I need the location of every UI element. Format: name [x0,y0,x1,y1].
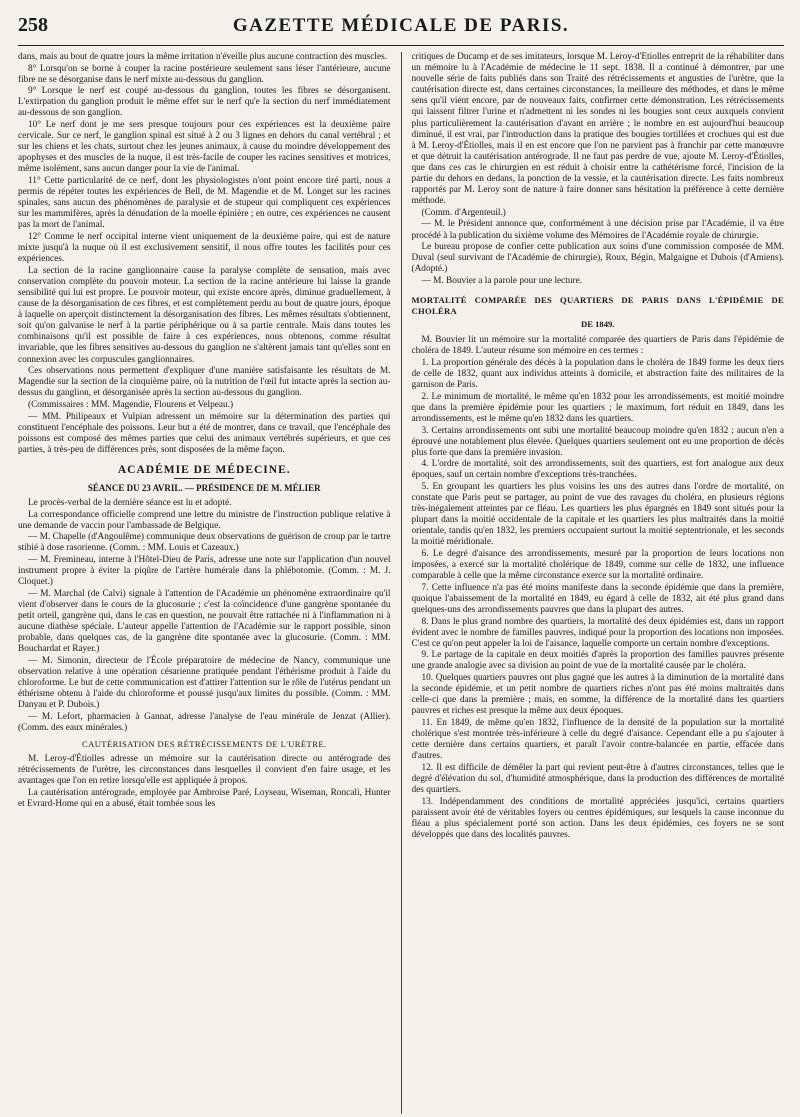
seance-paragraph: — M. Simonin, directeur de l'École préparatoire de médecine de Nancy, communique une observation relative à une opération césarienne pratiquée pendant l'éthérisme produit à l'aide du chloroforme. Le but de cette communication est d'attirer l'attention sur le rôle de l'utérus pendant un éthérisme obtenu à l'aide du chloroforme et poussé jusqu'aux limites du possible. (Comm. : MM. Danyau et P. Dubois.) [18,655,391,711]
left-paragraph: 11° Cette particularité de ce nerf, dont les physiologistes n'ont point encore tiré parti, nous a permis de répéter toutes les expériences de Bell, de M. Magendie et de M. Longet sur les racines spinales, sans aucun des phénomènes de paralysie et de stupeur qui compliquent ces expériences sur les mammifères, après la dénudation de la moelle épinière ; en outre, ces expériences ne causent pas la mort de l'animal. [18,176,391,231]
two-column-body [18,52,784,1114]
page-number: 258 [18,14,48,36]
numbered-conclusion: 7. Cette influence n'a pas été moins manifeste dans la seconde épidémie que dans la première, quoique l'abaissement de la mortalité en 1849, eu égard à celle de 1832, ait été plus grand dans quelques-uns des arrondissements pauvres que dans la plupart des autres. [411,582,784,615]
president-paragraph: — M. le Président annonce que, conformément à une décision prise par l'Académie, il va être procédé à la publication du sixième volume des Mémoires de l'Académie royale de chirurgie. [411,219,784,241]
cauterisation-paragraph: M. Leroy-d'Étiolles adresse un mémoire sur la cautérisation directe ou antérograde des rétrécissements de l'urètre, les circonstances dans lesquelles il convient d'en faire usage, et les avantages que l'on en retire lorsqu'elle est appliquée à propos. [18,754,391,787]
numbered-conclusion: 4. L'ordre de mortalité, soit des arrondissements, soit des quartiers, est fort analogue aux deux époques, sauf un certain nombre d'exceptions très-tranchées. [411,459,784,481]
numbered-conclusion: 12. Il est difficile de démêler la part qui revient peut-être à d'autres circonstances, telles que le degré d'élévation du sol, d'humidité atmosphérique, dans la production des différences de mortalité des quartiers. [411,762,784,795]
seance-paragraph: La correspondance officielle comprend une lettre du ministre de l'instruction publique relative à une demande de vaccin pour l'ambassade de Belgique. [18,509,391,531]
right-column [412,52,785,1114]
left-column [18,52,391,1114]
title-rule [174,478,234,479]
numbered-conclusion: 9. Le partage de la capitale en deux moitiés d'après la proportion des familles pauvres présente une grande analogie avec sa division au point de vue de la mortalité causée par le choléra. [411,650,784,672]
right-paragraph: critiques de Ducamp et de ses imitateurs, lorsque M. Leroy-d'Étiolles entreprit de la réhabiliter dans un mémoire lu à l'Académie de médecine le 11 sept. 1838. Il a continué à démontrer, par une nouvelle série de faits publiés dans son Traité des rétrécissements et angusties de l'urètre, que la cautérisation directe est, dans certaines circonstances, la meilleure des méthodes, et dans le même sens qu'il vient encore, par de nouveaux faits, confirmer cette démonstration. Les rétrécissements qui laissent filtrer l'urine et n'admettent ni les sondes ni les bougies sont ceux auxquels convient plus particulièrement la cautérisation d'avant en arrière ; le nombre en est aujourd'hui beaucoup diminué, il est vrai, par l'introduction dans la pratique des bougies tortillées et crochues qui est due à M. Leroy-d'Étiolles, mais il en est encore que l'on ne parvient pas à franchir par cette manœuvre et que détruit la cautérisation antérograde. Il ne faut pas perdre de vue, ajoute M. Leroy-d'Étiolles, que dans ces cas le chirurgien en est réduit à choisir entre la cathétérisme forcé, l'incision de la partie du dehors en dedans, la ponction de la vessie, et la cautérisation directe. Les faits nombreux rapportés par M. Leroy sont de nature à faire donner sans hésitation la préférence à cette dernière méthode. [411,52,784,207]
numbered-conclusion: 2. Le minimum de mortalité, le même qu'en 1832 pour les arrondissements, est moitié moindre que dans la première épidémie pour les quartiers ; le maximum, fort réduit en 1849, dans les arrondissements, est le même qu'en 1832 dans les quartiers. [411,391,784,424]
commissaires-line: (Commissaires : MM. Magendie, Flourens et Velpeau.) [28,399,234,410]
philipeaux-paragraph: — MM. Philipeaux et Vulpian adressent un mémoire sur la détermination des parties qui constituent l'encéphale des poissons. Leur but a été de montrer, dans ce travail, que l'encéphale des poissons est composé des mêmes parties que celui des animaux vertébrés supérieurs, et que ces parties, à très-peu de différences près, sont disposées de la même façon. [18,411,391,455]
numbered-conclusion: 6. Le degré d'aisance des arrondissements, mesuré par la proportion de leurs locations non imposées, a exercé sur la mortalité cholérique de 1849, comme sur celle de 1832, une influence comparable à celle que la même circonstance exerce sur la mortalité ordinaire. [411,549,784,582]
cauterisation-subheading: CAUTÉRISATION DES RÉTRÉCISSEMENTS DE L'URÈTRE. [81,739,327,750]
page-header [18,14,784,46]
comm-line: (Comm. d'Argenteuil.) [421,207,506,218]
cauterisation-paragraph: La cautérisation antérograde, employée par Ambroise Paré, Loyseau, Wiseman, Roncali, Hunter et Evrard-Home qui en a abusé, était tombée sous les [18,787,391,809]
numbered-conclusion: 11. En 1849, de même qu'en 1832, l'influence de la densité de la population sur la mortalité cholérique s'est montrée très-inférieure à celle du degré d'aisance. Cependant elle a pu s'ajouter à cette dernière dans certains quartiers, et paraît l'avoir contre-balancée en partie, effacée dans d'autres. [411,717,784,762]
mortalite-article-title: MORTALITÉ COMPARÉE DES QUARTIERS DE PARIS DANS L'ÉPIDÉMIE DE CHOLÉRA [411,294,784,317]
left-paragraph: 12° Comme le nerf occipital interne vient uniquement de la deuxième paire, qui est de nature mixte jusqu'à la nuque où il est exclusivement sensitif, il nous offre toutes les facilités pour ces expériences. [18,232,391,265]
seance-line: SÉANCE DU 23 AVRIL. — PRÉSIDENCE DE M. MÉLIER [87,482,321,493]
seance-paragraph: Le procès-verbal de la dernière séance est lu et adopté. [28,498,232,509]
left-paragraph: 9° Lorsque le nerf est coupé au-dessous du ganglion, toutes les fibres se désorganisent. L'extirpation du ganglion produit le même effet sur le nerf qu'e la section du nerf immédiatement au-dessous de son ganglion. [18,86,391,119]
column-divider [401,52,402,1114]
mortalite-intro: M. Bouvier lit un mémoire sur la mortalité comparée des quartiers de Paris dans l'épidémie de choléra de 1849. L'auteur résume son mémoire en ces termes : [411,335,784,357]
left-paragraph: Ces observations nous permettent d'expliquer d'une manière satisfaisante les résultats de M. Magendie sur la section de la cinquième paire, où la nutrition de l'œil fut intacte après la section au-dessus du ganglion, et désorganisée après la section au-dessous du ganglion. [18,366,391,399]
numbered-conclusion: 10. Quelques quartiers pauvres ont plus gagné que les autres à la diminution de la mortalité dans la seconde épidémie, et un petit nombre de quartiers riches n'ont pas été moins maltraités dans celle-ci que dans la première ; mais, en somme, la différence de la mortalité dans les quartiers pauvres et riches est presque la même aux deux époques. [411,673,784,717]
mortalite-article-year: DE 1849. [581,319,615,330]
bouvier-line: — M. Bouvier a la parole pour une lecture. [421,275,583,286]
left-paragraph: dans, mais au bout de quatre jours la même irritation n'éveille plus aucune contraction des muscles. [18,52,388,62]
seance-paragraph: — M. Lefort, pharmacien à Gannat, adresse l'analyse de l'eau minérale de Jenzat (Allier). (Comm. des eaux minérales.) [18,711,391,733]
academy-section-title: ACADÉMIE DE MÉDECINE. [117,463,291,476]
left-paragraph: 10° Le nerf dont je me sers presque toujours pour ces expériences est la deuxième paire cervicale. Sur ce nerf, le ganglion spinal est situé à 2 ou 3 lignes en dehors du canal vertébral ; et sur les chiens et les chats, surtout chez les jeunes animaux, à cause du moindre développement des apophyses et des muscles de la nuque, il est très-facile de couper les racines sensitives et motrices, même isolément, sans aucun danger pour la vie de l'animal. [18,120,391,175]
seance-paragraph: — M. Fremineau, interne à l'Hôtel-Dieu de Paris, adresse une note sur l'application d'un nouvel instrument propre à éviter la piqûre de l'artère humérale dans la phlébotomie. (Comm. : M. J. Cloquet.) [18,555,391,588]
numbered-conclusion: 3. Certains arrondissements ont subi une mortalité beaucoup moindre qu'en 1832 ; aucun n'en a éprouvé une notablement plus élevée. Quelques quartiers seulement ont eu une proportion de décès plus forte que dans la première invasion. [411,425,784,458]
left-paragraph: 8° Lorsqu'on se borne à couper la racine postérieure seulement sans léser l'antérieure, aucune fibre ne se désorganise dans le nerf mixte au-dessous du ganglion. [18,63,391,85]
left-paragraph: La section de la racine ganglionnaire cause la paralyse complète de sensation, mais avec conservation complète du pouvoir moteur. La section de la racine antérieure lui laisse la grande sensibilité qui lui est propre. Le pouvoir moteur, qui existe encore après, diminue graduellement, à cause de la désorganisation de ces fibres, et est complètement perdu au bout de quatre jours, époque à laquelle on aperçoit distinctement la désorganisation des fibres. Les mêmes résultats s'obtiennent, soit qu'on galvanise le nerf à la partie périphérique ou à sa partie centrale. Mais dans toutes les combinaisons qu'il est possible de faire à ces expériences, nous obtenons, comme résultat invariable, que les fibres sensitives au-dessous du ganglion ne s'altèrent jamais tant qu'elles sont en connexion avec les corpuscules ganglionnaires. [18,265,391,365]
seance-paragraph: — M. Marchal (de Calvi) signale à l'attention de l'Académie un phénomène extraordinaire qu'il vient d'observer dans le cours de la glucosurie ; c'est la coïncidence d'une gangrène spontanée du petit orteil, gangrène qui, dans le cas en question, ne pouvait être rattachée ni à l'inflammation ni à aucune diathèse spéciale. L'auteur appelle l'attention de l'Académie sur le rapport possible, sinon probable, dans quelques cas, de la gangrène dite spontanée avec la glucosurie. (Comm. : MM. Bouchardat et Rayer.) [18,588,391,655]
numbered-conclusion: 5. En groupant les quartiers les plus voisins les uns des autres dans l'ordre de mortalité, on constate que Paris peut se partager, au point de vue des ravages du choléra, en plusieurs régions très-inégalement atteintes par ce fléau. Les quartiers les plus épargnés en 1849 sont situés pour la plupart dans la moitié occidentale de la capitale et les quartiers les plus maltraités dans la moitié orientale, tandis qu'en 1832, les premiers occupaient surtout la moitié septentrionale, et les seconds la moitié méridionale. [411,481,784,548]
bureau-paragraph: Le bureau propose de confier cette publication aux soins d'une commission composée de MM. Duval (seul survivant de l'Académie de chirurgie), Roux, Bégin, Malgaigne et Dubois (d'Amiens). (Adopté.) [411,242,784,275]
numbered-conclusion: 8. Dans le plus grand nombre des quartiers, la mortalité des deux épidémies est, dans un rapport évident avec le nombre de familles pauvres, indiqué pour la proportion des locations non imposées. C'est ce qu'on peut appeler la loi de l'aisance, laquelle comporte un certain nombre d'exceptions. [411,616,784,649]
numbered-conclusion: 1. La proportion générale des décès à la population dans le choléra de 1849 forme les deux tiers de celle de 1832, quant aux individus atteints à domicile, et abstraction faite des militaires de la garnison de Paris. [411,357,784,391]
seance-paragraph: — M. Chapelle (d'Angoulême) communique deux observations de guérison de croup par le tartre stibié à dose rasorienne. (Comm. : MM. Louis et Cazeaux.) [18,532,391,554]
journal-title: GAZETTE MÉDICALE DE PARIS. [232,15,570,36]
numbered-conclusion: 13. Indépendamment des conditions de mortalité appréciées jusqu'ici, certains quartiers paraissent avoir été de véritables foyers ou centres épidémiques, sur lesquels la cause inconnue du fléau a plus spécialement porté son action. Dans les deux épidémies, ces foyers ne se sont développés que dans des localités pauvres. [411,796,784,840]
